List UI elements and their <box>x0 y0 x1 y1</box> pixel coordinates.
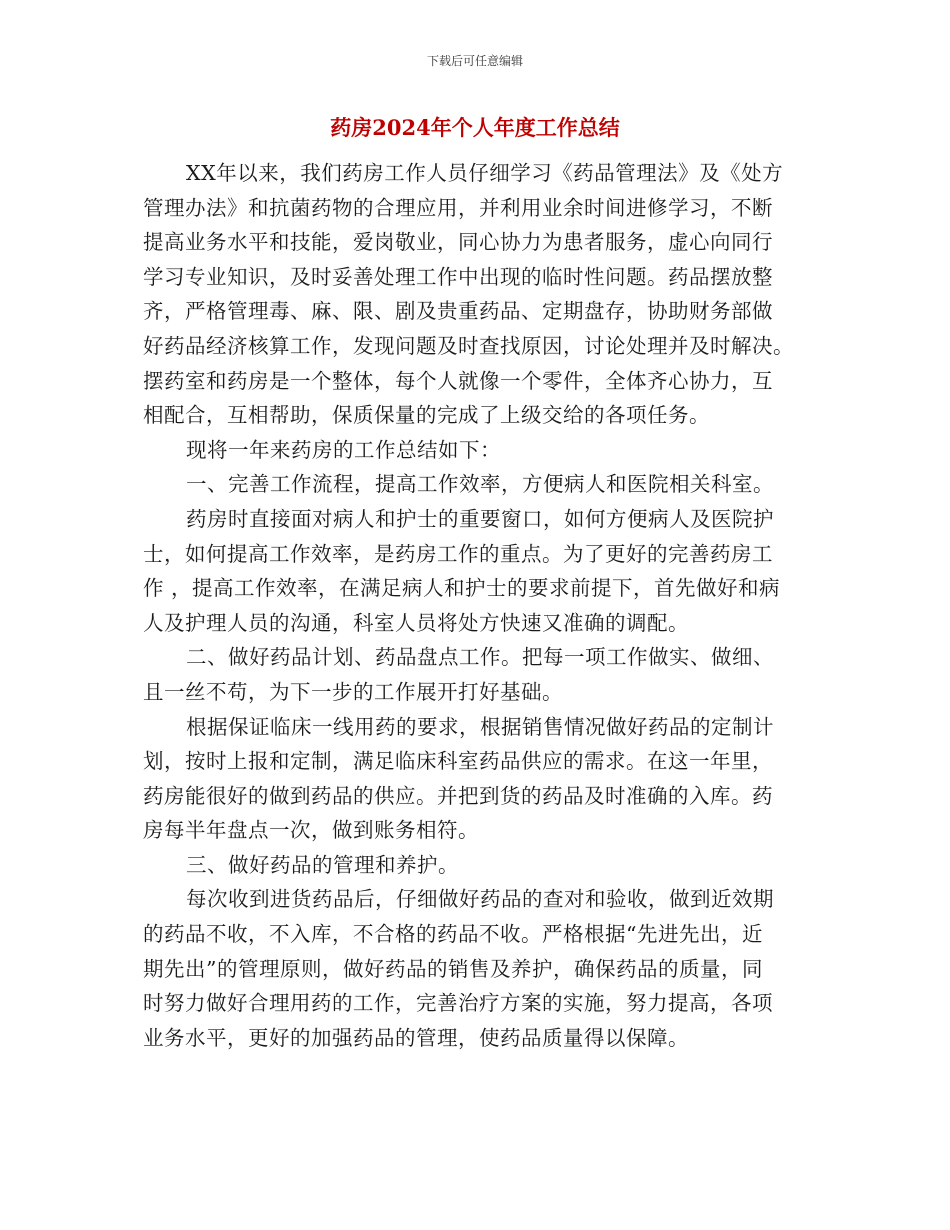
paragraph-line: 学习专业知识，及时妥善处理工作中出现的临时性问题。药品摆放整 <box>143 264 773 289</box>
paragraph-line: 管理办法》和抗菌药物的合理应用，并利用业余时间进修学习，不断 <box>143 195 773 220</box>
paragraph-line: 士，如何提高工作效率，是药房工作的重点。为了更好的完善药房工 <box>143 541 773 566</box>
document-body <box>143 156 823 1055</box>
paragraph-line: 划，按时上报和定制，满足临床科室药品供应的需求。在这一年里， <box>143 749 773 774</box>
paragraph-line: XX年以来，我们药房工作人员仔细学习《药品管理法》及《处方 <box>186 161 784 185</box>
paragraph-line: 二、做好药品计划、药品盘点工作。把每一项工作做实、做细、 <box>186 645 774 670</box>
paragraph-line: 的药品不收，不入库，不合格的药品不收。严格根据“先进先出，近 <box>143 922 763 947</box>
paragraph-line: 齐，严格管理毒、麻、限、剧及贵重药品、定期盘存，协助财务部做 <box>143 299 773 324</box>
paragraph-line: 期先出”的管理原则，做好药品的销售及养护，确保药品的质量，同 <box>143 956 763 981</box>
paragraph <box>143 467 823 502</box>
paragraph-line: 三、做好药品的管理和养护。 <box>186 852 459 877</box>
paragraph-line: 一、完善工作流程，提高工作效率，方便病人和医院相关科室。 <box>186 472 774 497</box>
paragraph-line: 相配合，互相帮助，保质保量的完成了上级交给的各项任务。 <box>143 403 710 428</box>
paragraph <box>143 882 823 1055</box>
paragraph-line: 时努力做好合理用药的工作，完善治疗方案的实施，努力提高，各项 <box>143 991 773 1016</box>
paragraph-line: 药房能很好的做到药品的供应。并把到货的药品及时准确的入库。药 <box>143 783 773 808</box>
paragraph-line: 作 ，提高工作效率，在满足病人和护士的要求前提下，首先做好和病 <box>143 576 781 601</box>
paragraph-line: 每次收到进货药品后，仔细做好药品的查对和验收，做到近效期 <box>186 887 774 912</box>
paragraph-line: 提高业务水平和技能，爱岗敬业，同心协力为患者服务，虚心向同行 <box>143 230 773 255</box>
paragraph <box>143 640 823 709</box>
paragraph-line: 业务水平，更好的加强药品的管理，使药品质量得以保障。 <box>143 1025 689 1050</box>
paragraph-line: 且一丝不苟，为下一步的工作展开打好基础。 <box>143 679 563 704</box>
paragraph-line: 现将一年来药房的工作总结如下： <box>186 437 501 462</box>
paragraph-line: 好药品经济核算工作，发现问题及时查找原因，讨论处理并及时解决。 <box>143 333 794 358</box>
paragraph-line: 根据保证临床一线用药的要求，根据销售情况做好药品的定制计 <box>186 714 774 739</box>
document-title: 药房2024年个人年度工作总结 <box>330 115 620 140</box>
paragraph-line: 人及护理人员的沟通，科室人员将处方快速又准确的调配。 <box>143 610 689 635</box>
paragraph <box>143 710 823 848</box>
paragraph <box>143 156 823 433</box>
paragraph <box>143 502 823 640</box>
page-header: 下载后可任意编辑 <box>426 54 523 68</box>
paragraph-line: 房每半年盘点一次，做到账务相符。 <box>143 818 479 843</box>
paragraph <box>143 433 823 468</box>
paragraph <box>143 848 823 883</box>
paragraph-line: 药房时直接面对病人和护士的重要窗口，如何方便病人及医院护 <box>186 506 774 531</box>
paragraph-line: 摆药室和药房是一个整体，每个人就像一个零件，全体齐心协力，互 <box>143 368 773 393</box>
